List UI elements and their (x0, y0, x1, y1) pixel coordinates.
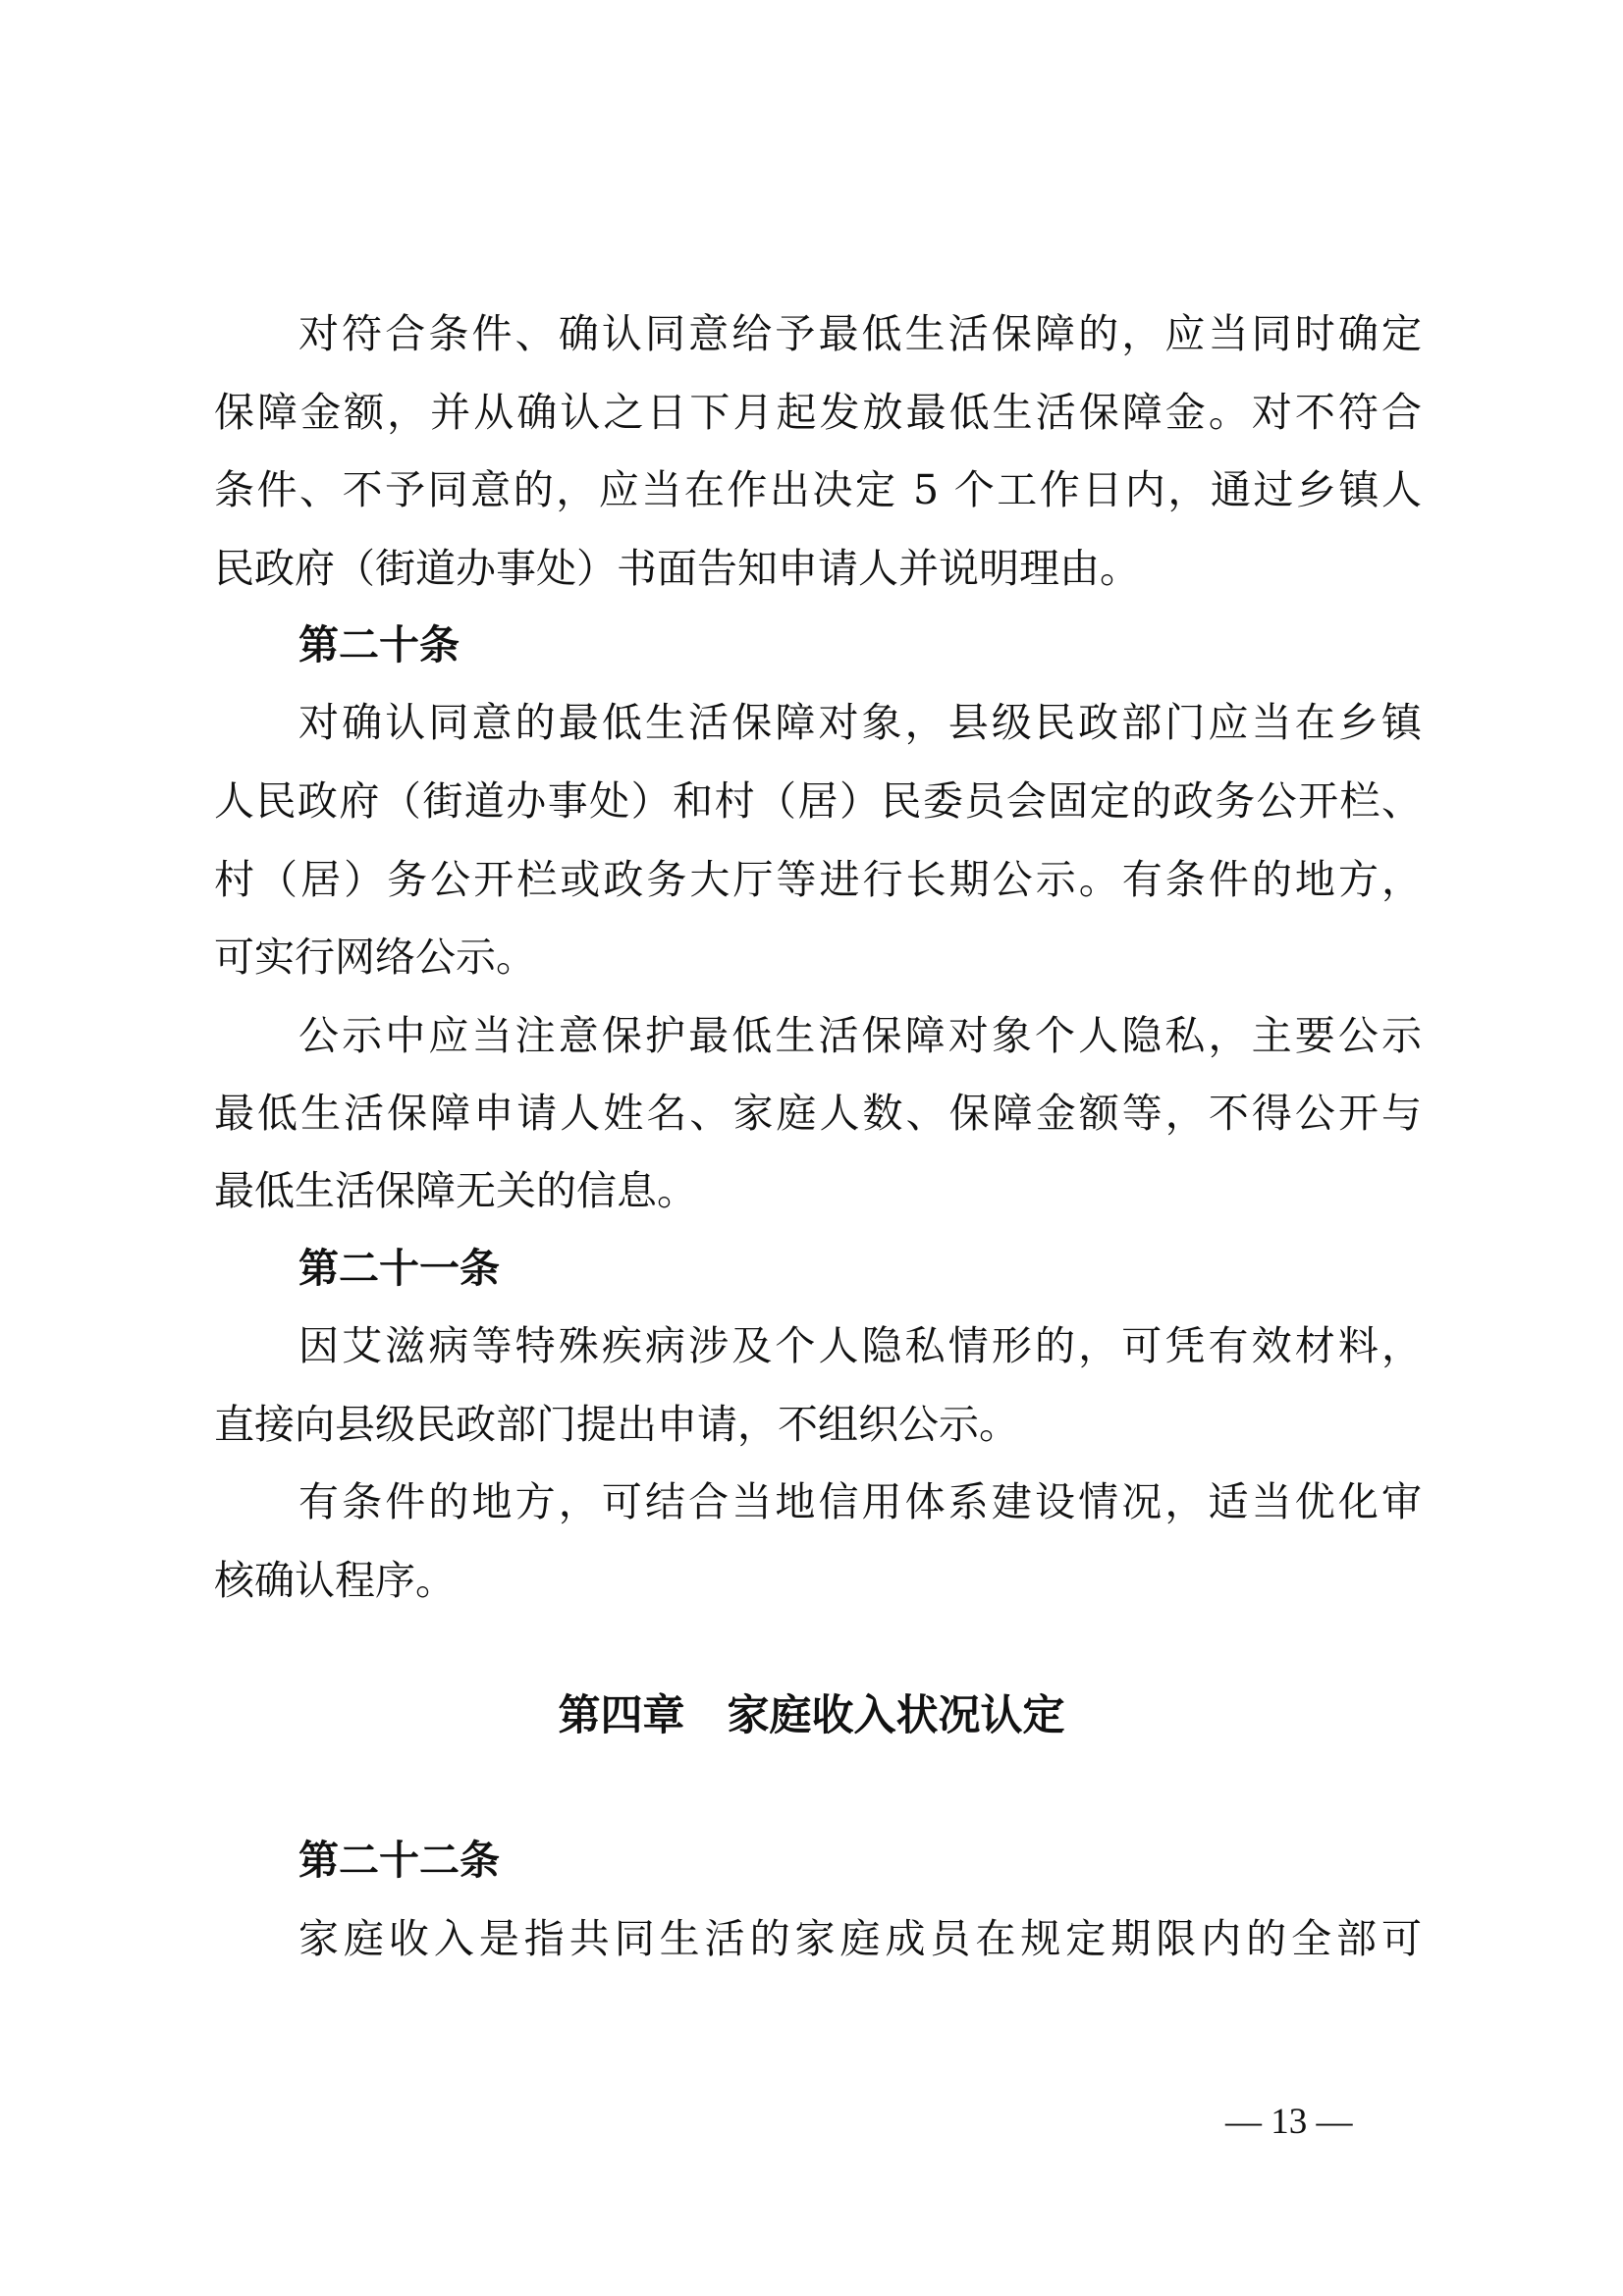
article-heading-21: 第二十一条 (298, 1245, 500, 1292)
chapter-heading: 第四章 家庭收入状况认定 (558, 1691, 1065, 1740)
paragraph-line: 对符合条件、确认同意给予最低生活保障的，应当同时确定 (298, 310, 1422, 357)
page-number: — 13 — (1225, 2102, 1353, 2142)
paragraph-line: 民政府（街道办事处）书面告知申请人并说明理由。 (214, 545, 1140, 592)
paragraph-line: 可实行网络公示。 (214, 934, 536, 981)
paragraph-line: 人民政府（街道办事处）和村（居）民委员会固定的政务公开栏、 (214, 777, 1422, 825)
paragraph-line: 有条件的地方，可结合当地信用体系建设情况，适当优化审 (298, 1478, 1422, 1525)
paragraph-line: 最低生活保障申请人姓名、家庭人数、保障金额等，不得公开与 (214, 1090, 1422, 1137)
paragraph-line: 保障金额，并从确认之日下月起发放最低生活保障金。对不符合 (214, 389, 1422, 436)
article-heading-20: 第二十条 (298, 621, 460, 668)
paragraph-line: 家庭收入是指共同生活的家庭成员在规定期限内的全部可 (298, 1915, 1422, 1962)
paragraph-line: 条件、不予同意的，应当在作出决定 5 个工作日内，通过乡镇人 (214, 466, 1422, 513)
paragraph-line: 对确认同意的最低生活保障对象，县级民政部门应当在乡镇 (298, 699, 1422, 746)
paragraph-line: 核确认程序。 (214, 1557, 456, 1604)
paragraph-line: 直接向县级民政部门提出申请，不组织公示。 (214, 1401, 1019, 1448)
paragraph-line: 最低生活保障无关的信息。 (214, 1167, 697, 1214)
paragraph-line: 因艾滋病等特殊疾病涉及个人隐私情形的，可凭有效材料， (298, 1322, 1422, 1369)
paragraph-line: 村（居）务公开栏或政务大厅等进行长期公示。有条件的地方， (214, 856, 1422, 903)
article-heading-22: 第二十二条 (298, 1837, 500, 1884)
paragraph-line: 公示中应当注意保护最低生活保障对象个人隐私，主要公示 (298, 1012, 1422, 1059)
